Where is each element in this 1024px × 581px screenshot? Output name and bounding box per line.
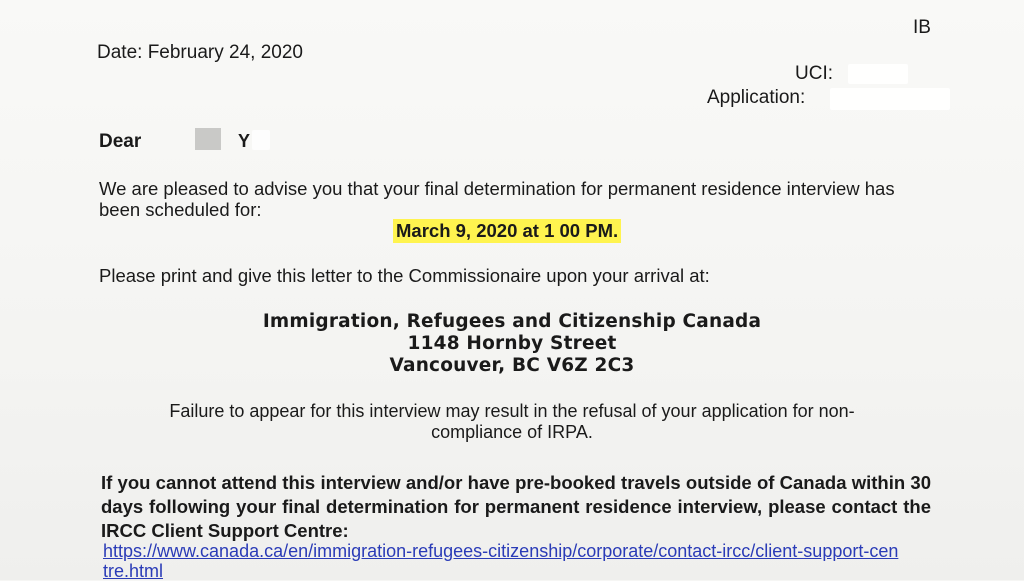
salutation-dear: Dear <box>99 131 142 152</box>
client-support-link[interactable]: https://www.canada.ca/en/immigration-refugees-citizenship/corporate/contact-ircc/client-support-centre.html <box>103 541 899 581</box>
warning-paragraph <box>0 401 1024 443</box>
address-line-office: Immigration, Refugees and Citizenship Canada <box>262 311 762 332</box>
name-tail-redaction <box>252 130 270 150</box>
name-redaction <box>195 128 221 150</box>
interview-datetime-highlight: March 9, 2020 at 1 00 PM. <box>393 219 621 243</box>
letter-date: Date: February 24, 2020 <box>97 42 303 63</box>
uci-label: UCI: <box>795 63 833 84</box>
warning-text: Failure to appear for this interview may result in the refusal of your application for non-compliance of IRPA. <box>169 401 855 442</box>
contact-paragraph: If you cannot attend this interview and/or have pre-booked travels outside of Canada within 30 days following your final determination for permanent residence interview, please contact the IRCC Client Support Centre: <box>101 472 931 541</box>
uci-redaction <box>848 64 908 84</box>
address-line-city: Vancouver, BC V6Z 2C3 <box>389 355 635 376</box>
officer-initials: IB <box>913 17 931 38</box>
salutation-name-suffix: Y <box>238 131 251 151</box>
instructions-paragraph: Please print and give this letter to the Commissionaire upon your arrival at: <box>99 265 710 286</box>
scheduling-paragraph: We are pleased to advise you that your final determination for permanent residence interview has been scheduled for: <box>99 178 895 220</box>
application-redaction <box>830 88 950 110</box>
application-label: Application: <box>707 87 806 108</box>
address-line-street: 1148 Hornby Street <box>407 333 617 354</box>
